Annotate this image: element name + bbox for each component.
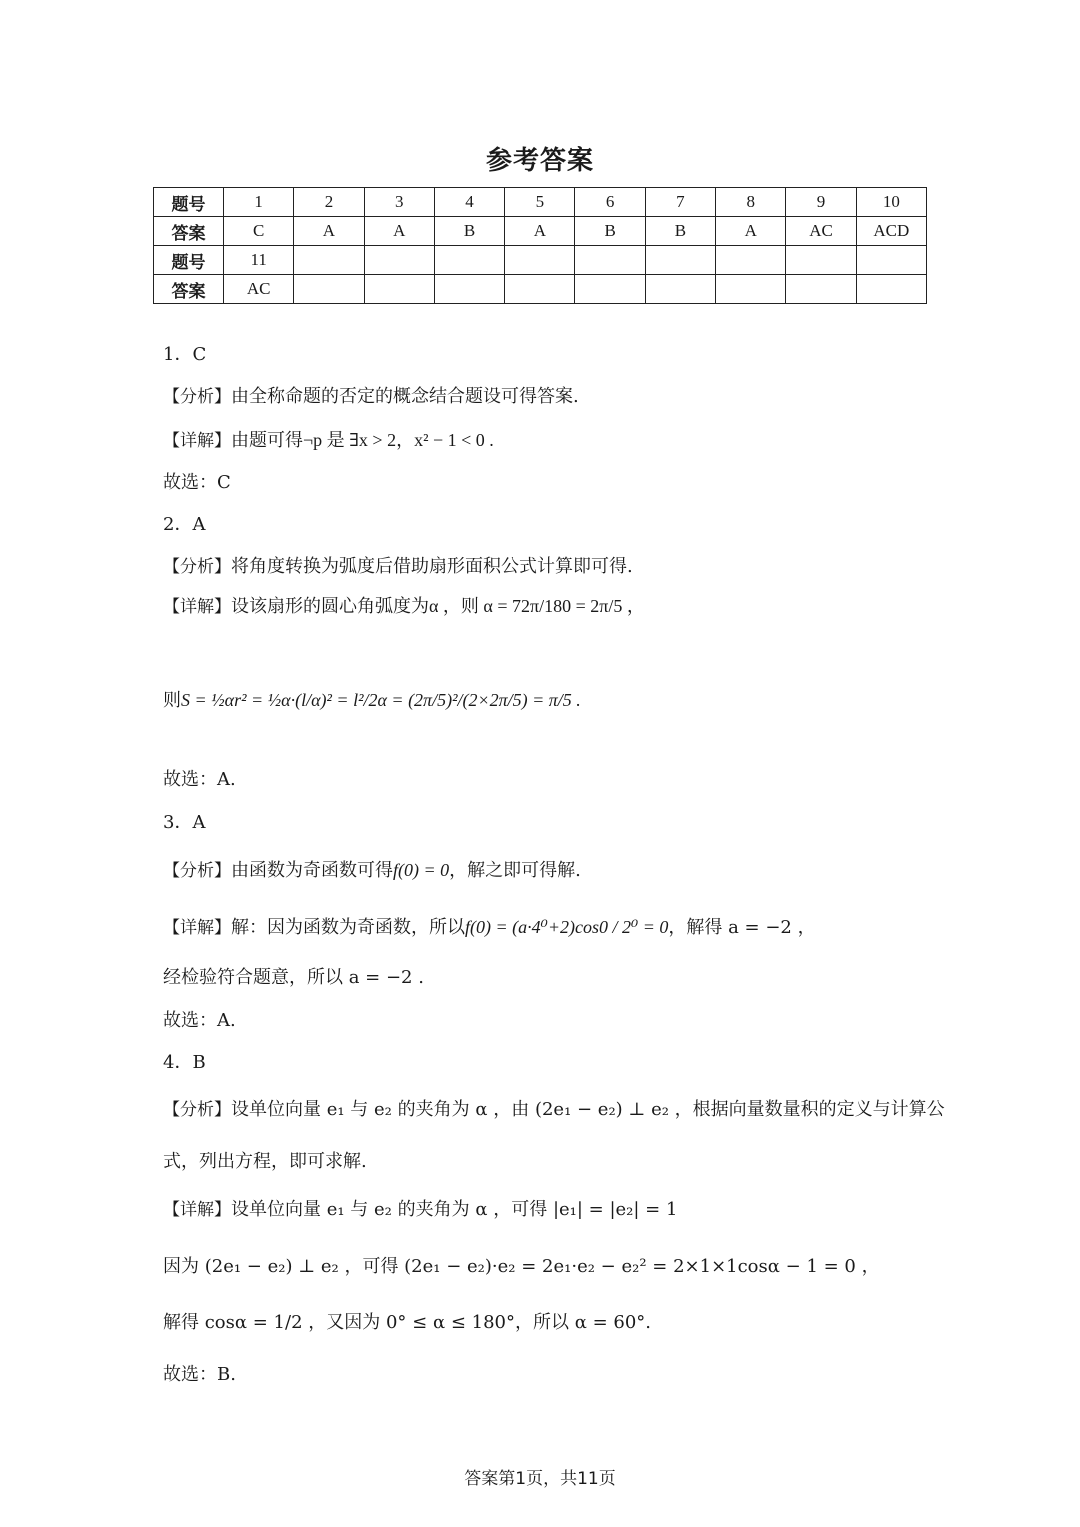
q4-choice: 故选：B. bbox=[163, 1364, 236, 1385]
table-cell: A bbox=[716, 217, 786, 246]
analysis-tag: 【分析】 bbox=[163, 387, 231, 407]
detail-suffix: ，解得 a = −2 ， bbox=[668, 917, 816, 938]
table-cell bbox=[505, 246, 575, 275]
table-cell: 6 bbox=[575, 188, 645, 217]
analysis-tag: 【分析】 bbox=[163, 557, 231, 577]
q2-choice: 故选：A. bbox=[163, 769, 236, 790]
table-row bbox=[154, 246, 927, 275]
analysis-text: 设单位向量 e₁ 与 e₂ 的夹角为 α ，由 (2e₁ − e₂) ⊥ e₂ ，根据向量数量积的定义与计算公 bbox=[231, 1099, 945, 1120]
q2-detail bbox=[163, 594, 645, 619]
page-title: 参考答案 bbox=[485, 146, 594, 176]
detail-prefix: 解：因为函数为奇函数，所以 bbox=[231, 917, 465, 938]
table-cell bbox=[716, 275, 786, 304]
table-cell: AC bbox=[224, 275, 294, 304]
q4-heading: 4．B bbox=[163, 1052, 206, 1073]
formula-math: S = ½αr² = ½α·(l/α)² = l²/2α = (2π/5)²/(2×2π/5) = π/5 . bbox=[181, 690, 581, 710]
table-cell bbox=[786, 275, 856, 304]
table-cell: B bbox=[434, 217, 504, 246]
page-footer: 答案第1页，共11页 bbox=[464, 1469, 616, 1489]
table-cell bbox=[294, 246, 364, 275]
q4-because: 因为 (2e₁ − e₂) ⊥ e₂ ，可得 (2e₁ − e₂)·e₂ = 2e₁·e₂ − e₂² = 2×1×1cosα − 1 = 0 ， bbox=[163, 1256, 880, 1277]
q1-analysis bbox=[163, 385, 579, 409]
table-cell bbox=[856, 246, 926, 275]
q2-analysis bbox=[163, 555, 633, 579]
detail-prefix: 设该扇形的圆心角弧度为 bbox=[231, 596, 429, 617]
table-cell: A bbox=[505, 217, 575, 246]
analysis-math: f(0) = 0 bbox=[393, 860, 450, 880]
table-cell bbox=[575, 275, 645, 304]
detail-tag: 【详解】 bbox=[163, 1200, 231, 1220]
analysis-prefix: 由函数为奇函数可得 bbox=[231, 860, 393, 881]
answer-table bbox=[153, 187, 927, 304]
analysis-tag: 【分析】 bbox=[163, 1100, 231, 1120]
table-cell: AC bbox=[786, 217, 856, 246]
table-header-cell: 题号 bbox=[154, 246, 224, 275]
detail-text: 设单位向量 e₁ 与 e₂ 的夹角为 α ，可得 |e₁| = |e₂| = 1 bbox=[231, 1199, 678, 1220]
q1-choice: 故选：C bbox=[163, 472, 231, 493]
q1-detail bbox=[163, 428, 494, 453]
table-header-cell: 答案 bbox=[154, 217, 224, 246]
q4-analysis-cont: 式，列出方程，即可求解. bbox=[163, 1151, 367, 1172]
table-cell bbox=[645, 275, 715, 304]
table-cell bbox=[575, 246, 645, 275]
analysis-text: 由全称命题的否定的概念结合题设可得答案. bbox=[231, 386, 579, 407]
analysis-tag: 【分析】 bbox=[163, 861, 231, 881]
table-cell: 3 bbox=[364, 188, 434, 217]
detail-math: ¬p 是 ∃x > 2，x² − 1 < 0 . bbox=[303, 430, 494, 450]
q1-heading: 1．C bbox=[163, 344, 207, 365]
detail-prefix: 由题可得 bbox=[231, 430, 303, 451]
table-header-cell: 题号 bbox=[154, 188, 224, 217]
q2-heading: 2．A bbox=[163, 514, 206, 535]
table-cell: 1 bbox=[224, 188, 294, 217]
q4-detail bbox=[163, 1198, 677, 1222]
table-cell: 5 bbox=[505, 188, 575, 217]
table-header-cell: 答案 bbox=[154, 275, 224, 304]
q4-solve: 解得 cosα = 1/2 ，又因为 0° ≤ α ≤ 180°，所以 α = 60°. bbox=[163, 1312, 652, 1333]
table-cell bbox=[364, 275, 434, 304]
detail-tag: 【详解】 bbox=[163, 431, 231, 451]
q3-choice: 故选：A. bbox=[163, 1010, 236, 1031]
detail-tag: 【详解】 bbox=[163, 918, 231, 938]
table-row bbox=[154, 275, 927, 304]
table-cell: ACD bbox=[856, 217, 926, 246]
analysis-suffix: ，解之即可得解. bbox=[449, 860, 581, 881]
q3-heading: 3．A bbox=[163, 812, 206, 833]
formula-prefix: 则 bbox=[163, 690, 181, 711]
table-cell bbox=[786, 246, 856, 275]
table-cell: A bbox=[294, 217, 364, 246]
table-cell bbox=[364, 246, 434, 275]
table-cell: A bbox=[364, 217, 434, 246]
detail-math: f(0) = (a·4⁰+2)cos0 / 2⁰ = 0 bbox=[465, 917, 669, 937]
table-cell: 4 bbox=[434, 188, 504, 217]
q3-check: 经检验符合题意，所以 a = −2 . bbox=[163, 967, 424, 988]
detail-tag: 【详解】 bbox=[163, 597, 231, 617]
table-cell bbox=[505, 275, 575, 304]
table-cell: 9 bbox=[786, 188, 856, 217]
table-cell bbox=[434, 246, 504, 275]
table-cell bbox=[645, 246, 715, 275]
table-cell bbox=[434, 275, 504, 304]
table-row bbox=[154, 217, 927, 246]
table-cell: C bbox=[224, 217, 294, 246]
table-cell: 2 bbox=[294, 188, 364, 217]
analysis-text: 将角度转换为弧度后借助扇形面积公式计算即可得. bbox=[231, 556, 633, 577]
table-cell: 7 bbox=[645, 188, 715, 217]
table-cell: B bbox=[645, 217, 715, 246]
table-cell: 11 bbox=[224, 246, 294, 275]
table-cell: 8 bbox=[716, 188, 786, 217]
table-cell bbox=[716, 246, 786, 275]
table-cell bbox=[294, 275, 364, 304]
table-cell: B bbox=[575, 217, 645, 246]
q4-analysis bbox=[163, 1098, 945, 1122]
table-cell bbox=[856, 275, 926, 304]
q2-formula bbox=[163, 688, 581, 713]
table-cell: 10 bbox=[856, 188, 926, 217]
q3-detail bbox=[163, 915, 816, 940]
detail-math: α ，则 α = 72π/180 = 2π/5 ， bbox=[429, 596, 645, 616]
q3-analysis bbox=[163, 858, 581, 883]
table-row bbox=[154, 188, 927, 217]
